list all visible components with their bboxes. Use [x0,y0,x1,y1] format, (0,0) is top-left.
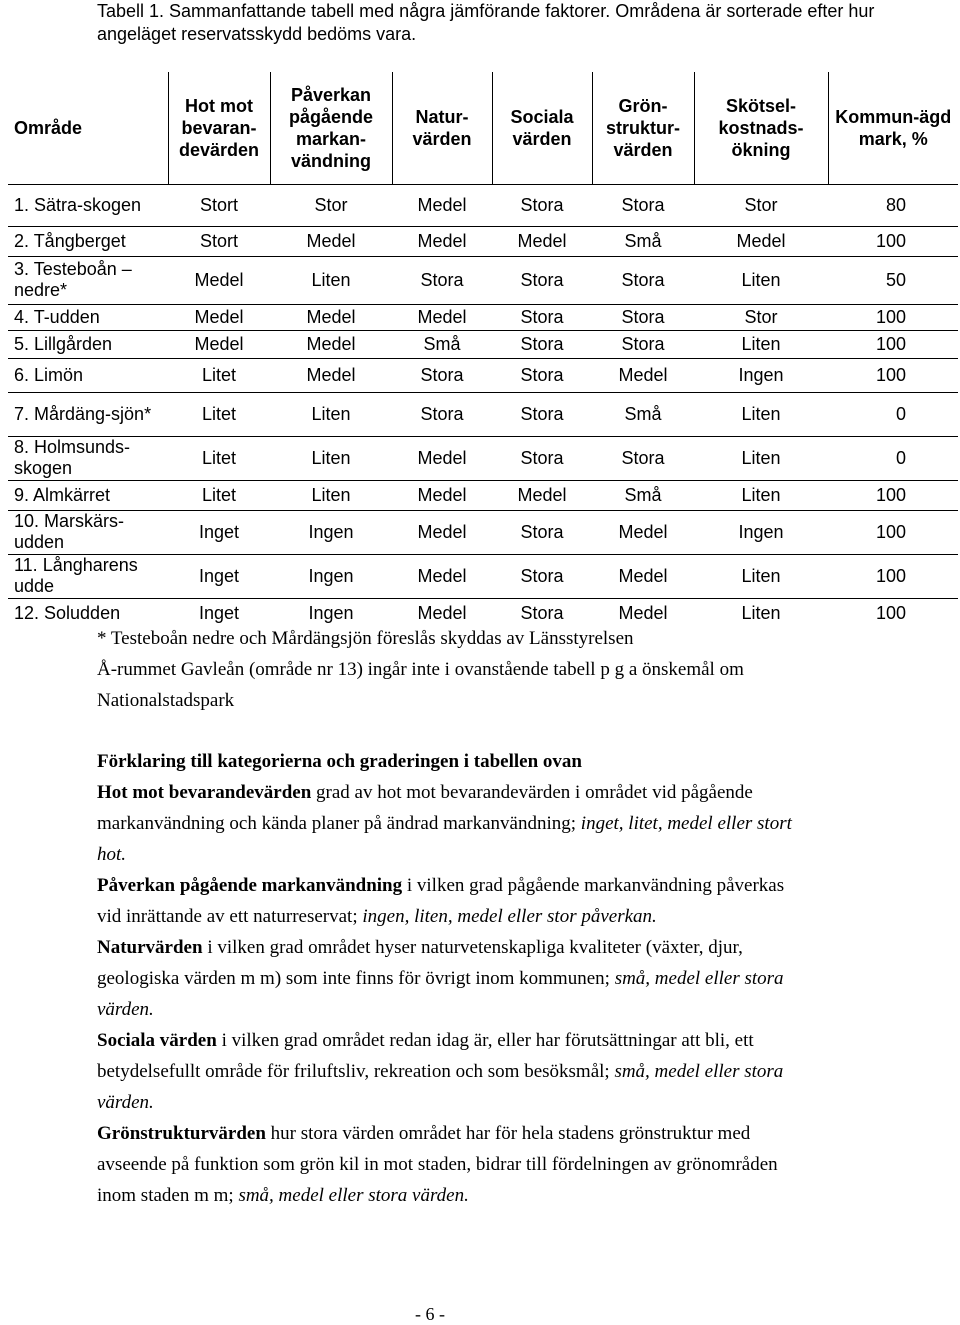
summary-table [8,72,958,628]
cell-hot: Litet [168,358,270,392]
cell-area: 11. Långharens udde [8,554,168,598]
cell-gronstruktur: Små [592,480,694,510]
cell-sociala: Stora [492,256,592,304]
cell-skotsel: Liten [694,480,828,510]
cell-naturvarden: Små [392,330,492,358]
cell-hot: Litet [168,480,270,510]
footnote-1: * Testeboån nedre och Mårdängsjön föreslås skyddas av Länsstyrelsen [97,628,634,649]
table-row [8,256,958,304]
cell-hot: Inget [168,554,270,598]
header-kommunagd: Kommun-ägd mark, % [828,72,958,184]
cell-paverkan: Stor [314,194,348,215]
cell-paverkan: Ingen [270,554,392,598]
cell-kommunagd: 100 [828,554,958,598]
cell-paverkan: Ingen [270,598,392,628]
cell-hot: Inget [168,598,270,628]
table-row [8,184,958,226]
cell-skotsel: Ingen [694,510,828,554]
cell-kommunagd: 80 [885,194,906,215]
explanation-item-gronstruktur: Grönstrukturvärden hur stora värden området har för hela stadens grönstruktur med avseende på funktion som grön kil in mot staden, bidrar till fördelningen av grönområden inom staden m m; små, medel eller stora värden. [97,1123,778,1206]
cell-gronstruktur: Stora [621,194,665,215]
cell-area: 6. Limön [8,358,168,392]
cell-area: 1. Sätra-skogen [14,194,142,215]
cell-area: 12. Soludden [8,598,168,628]
cell-naturvarden: Medel [392,510,492,554]
explanation-item-naturvarden: Naturvärden i vilken grad området hyser naturvetenskapliga kvaliteter (växter, djur, geologiska värden m m) som inte finns för övrigt inom kommunen; små, medel eller stora värden. [97,937,784,1020]
cell-naturvarden: Stora [392,358,492,392]
cell-naturvarden: Medel [392,436,492,480]
explanation-item-sociala: Sociala värden i vilken grad området redan idag är, eller har förutsättningar att bli, ett betydelsefullt område för friluftsliv, rekreation och som besöksmål; små, medel eller stora värden. [97,1030,784,1113]
cell-gronstruktur: Stora [592,436,694,480]
cell-paverkan: Liten [270,480,392,510]
cell-gronstruktur: Små [592,226,694,256]
header-paverkan: Påverkan pågående markan-vändning [270,72,392,184]
cell-skotsel: Liten [694,436,828,480]
cell-sociala: Stora [492,392,592,436]
cell-sociala: Stora [492,598,592,628]
cell-kommunagd: 100 [828,304,958,330]
table-row [8,554,958,598]
header-sociala: Sociala värden [492,72,592,184]
cell-gronstruktur: Stora [592,256,694,304]
cell-hot: Litet [168,436,270,480]
table-row [8,392,958,436]
cell-naturvarden: Medel [392,304,492,330]
table-row [8,510,958,554]
cell-hot: Medel [168,256,270,304]
cell-naturvarden: Medel [392,226,492,256]
header-naturvarden: Natur-värden [392,72,492,184]
cell-area: 5. Lillgården [8,330,168,358]
cell-paverkan: Medel [270,358,392,392]
cell-paverkan: Liten [270,256,392,304]
cell-skotsel: Stor [744,194,778,215]
explanation-item-paverkan: Påverkan pågående markanvändning i vilken grad pågående markanvändning påverkas vid inrättande av ett naturreservat; ingen, liten, medel eller stor påverkan. [97,875,785,927]
footnote-2: Å-rummet Gavleån (område nr 13) ingår inte i ovanstående tabell p g a önskemål om Nationalstadspark [97,659,744,711]
table-row [8,304,958,330]
table-row [8,330,958,358]
cell-hot: Inget [168,510,270,554]
table-body [8,184,958,628]
table-row [8,358,958,392]
cell-kommunagd: 100 [828,510,958,554]
cell-area: 7. Mårdäng-sjön* [8,392,168,436]
cell-paverkan: Ingen [270,510,392,554]
header-hot: Hot mot bevaran-devärden [168,72,270,184]
cell-kommunagd: 0 [828,392,958,436]
cell-area: 3. Testeboån – nedre* [8,256,168,304]
table-row [8,436,958,480]
explanation-item-hot: Hot mot bevarandevärden grad av hot mot bevarandevärden i området vid pågående markanvändning och kända planer på ändrad markanvändning; inget, litet, medel eller stort hot. [97,782,792,865]
cell-skotsel: Liten [694,598,828,628]
cell-naturvarden: Medel [417,194,467,215]
cell-paverkan: Medel [270,226,392,256]
cell-sociala: Stora [492,554,592,598]
cell-skotsel: Liten [694,256,828,304]
cell-skotsel: Liten [694,392,828,436]
cell-skotsel: Stor [694,304,828,330]
cell-naturvarden: Stora [392,392,492,436]
cell-kommunagd: 100 [828,480,958,510]
cell-skotsel: Medel [694,226,828,256]
table-caption: Tabell 1. Sammanfattande tabell med några jämförande faktorer. Områdena är sorterade efter hur angeläget reservatsskydd bedöms vara. [97,1,875,44]
cell-gronstruktur: Medel [592,358,694,392]
cell-area: 4. T-udden [8,304,168,330]
cell-area: 9. Almkärret [8,480,168,510]
cell-kommunagd: 100 [828,226,958,256]
cell-kommunagd: 100 [828,330,958,358]
header-omrade: Område [8,72,168,184]
cell-kommunagd: 50 [828,256,958,304]
cell-sociala: Stora [520,194,564,215]
cell-sociala: Stora [492,304,592,330]
header-gronstruktur: Grön-struktur-värden [592,72,694,184]
cell-gronstruktur: Medel [592,598,694,628]
cell-hot: Stort [168,226,270,256]
explanation-title: Förklaring till kategorierna och graderingen i tabellen ovan [97,751,582,772]
cell-sociala: Medel [492,480,592,510]
cell-area: 10. Marskärs-udden [8,510,168,554]
table-row [8,226,958,256]
cell-kommunagd: 100 [828,598,958,628]
cell-naturvarden: Stora [392,256,492,304]
cell-skotsel: Ingen [694,358,828,392]
cell-sociala: Medel [492,226,592,256]
cell-hot: Litet [168,392,270,436]
cell-skotsel: Liten [694,330,828,358]
cell-sociala: Stora [492,358,592,392]
cell-naturvarden: Medel [392,554,492,598]
cell-gronstruktur: Medel [592,554,694,598]
cell-paverkan: Medel [270,304,392,330]
cell-gronstruktur: Små [592,392,694,436]
cell-sociala: Stora [492,510,592,554]
cell-kommunagd: 100 [828,358,958,392]
cell-gronstruktur: Stora [592,304,694,330]
cell-paverkan: Liten [270,392,392,436]
cell-naturvarden: Medel [392,480,492,510]
cell-sociala: Stora [492,330,592,358]
cell-kommunagd: 0 [828,436,958,480]
cell-gronstruktur: Stora [592,330,694,358]
cell-hot: Stort [199,194,238,215]
table-row [8,480,958,510]
cell-gronstruktur: Medel [592,510,694,554]
cell-sociala: Stora [492,436,592,480]
cell-skotsel: Liten [694,554,828,598]
page-number: - 6 - [415,1304,445,1324]
cell-area: 2. Tångberget [8,226,168,256]
cell-hot: Medel [168,304,270,330]
header-skotsel: Skötsel-kostnads-ökning [694,72,828,184]
cell-naturvarden: Medel [392,598,492,628]
cell-paverkan: Liten [270,436,392,480]
notes-section [97,623,797,1211]
cell-hot: Medel [168,330,270,358]
cell-paverkan: Medel [270,330,392,358]
cell-area: 8. Holmsunds-skogen [8,436,168,480]
